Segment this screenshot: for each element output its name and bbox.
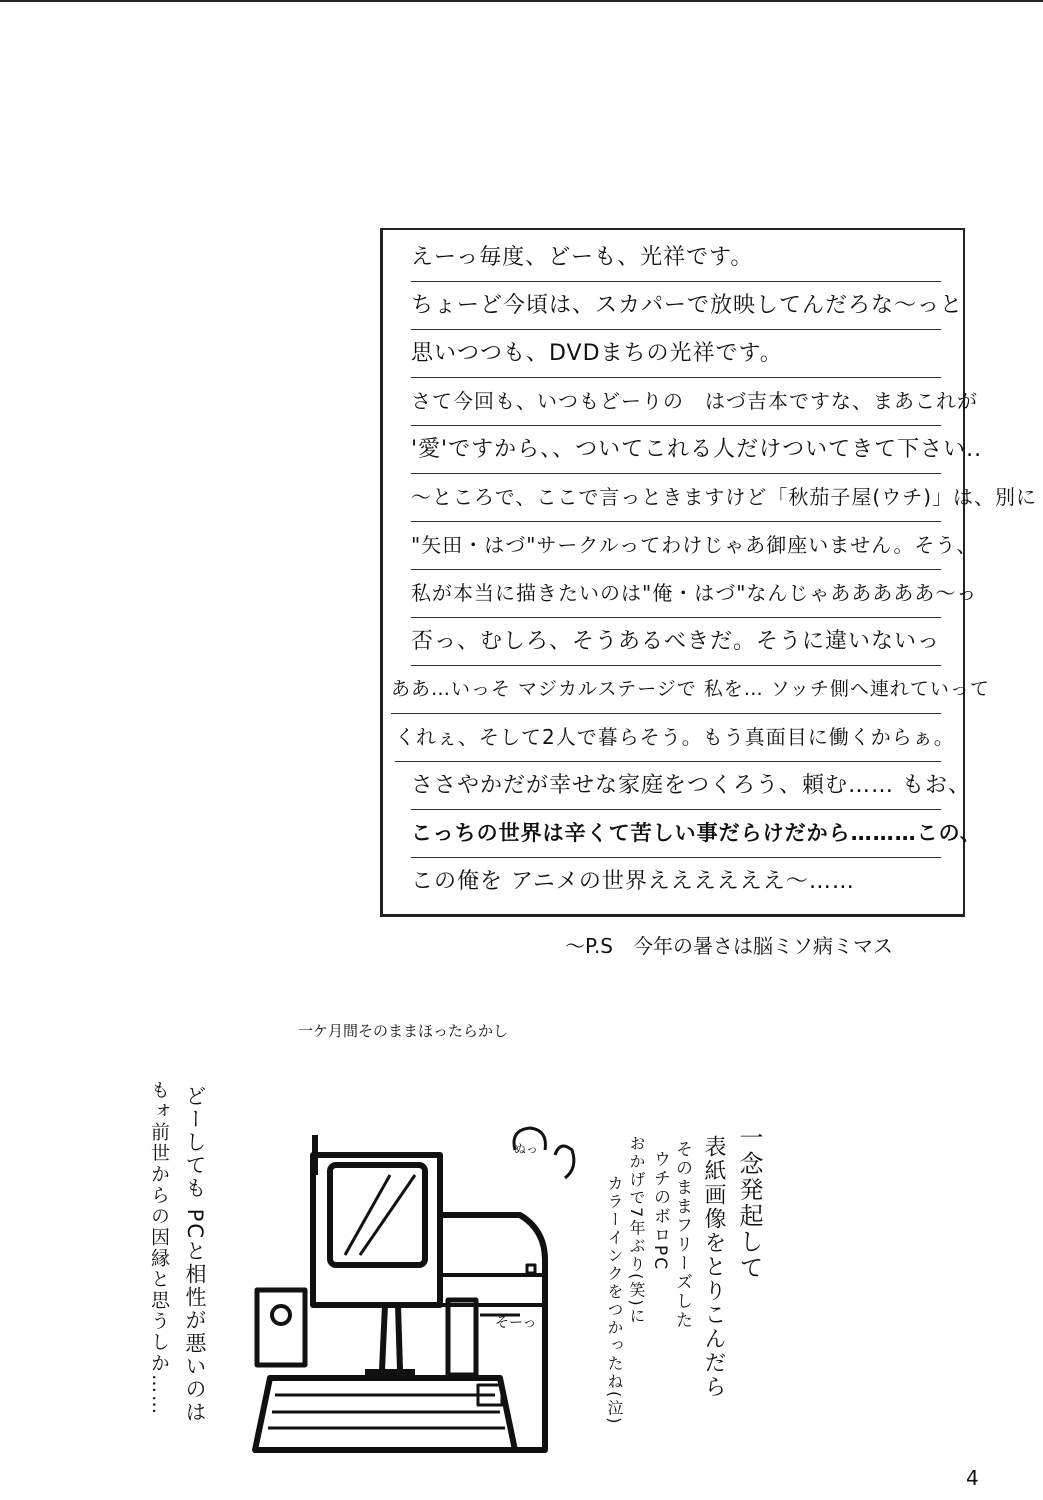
pc-tower	[440, 1215, 545, 1450]
letter-line: えーっ毎度、どーも、光祥です。	[411, 234, 941, 282]
page-number: 4	[966, 1466, 979, 1490]
speaker-left	[257, 1290, 305, 1365]
letter-line: 私が本当に描きたいのは"俺・はづ"なんじゃあああああ〜っ	[411, 570, 941, 618]
letter-line: くれぇ、そして2人で暮らそう。もう真面目に働くからぁ。	[395, 714, 941, 762]
letter-line: 思いつつも、DVDまちの光祥です。	[411, 330, 941, 378]
right-note: そのままフリーズした	[672, 1140, 692, 1330]
left-note: どーしても PCと相性が悪いのは	[183, 1085, 207, 1425]
letter-line: 否っ、むしろ、そうあるべきだ。そうに違いないっ	[411, 618, 941, 666]
left-note: もォ前世からの因縁と思うしか……	[148, 1080, 170, 1416]
postscript: 〜P.S 今年の暑さは脳ミソ病ミマス	[565, 934, 893, 958]
speaker-right	[448, 1300, 476, 1375]
letter-line: 〜ところで、ここで言っときますけど「秋茄子屋(ウチ)」は、別に	[411, 474, 941, 522]
letter-line: ああ…いっそ マジカルステージで 私を… ソッチ側へ連れていって	[391, 666, 941, 714]
right-note: 一念発起して	[735, 1125, 763, 1281]
sfx-sotto: そーっ	[495, 1315, 537, 1331]
letter-line: ささやかだが幸せな家庭をつくろう、頼む…… もお、	[411, 762, 941, 810]
right-note: 表紙画像をとりこんだら	[701, 1135, 726, 1399]
sfx-nu: ぬっ	[514, 1142, 539, 1156]
letter-line: こっちの世界は辛くて苦しい事だらけだから………この、	[411, 810, 941, 858]
right-note: カラーインクをつかったね(泣)	[605, 1175, 624, 1426]
right-note: おかげで7年ぶり(笑)に	[627, 1135, 646, 1326]
right-note: ウチのボロPC	[650, 1150, 670, 1272]
letter-line: '愛'ですから、、ついてこれる人だけついてきて下さい..	[411, 426, 941, 474]
letter-line: さて今回も、いつもどーりの はづ吉本ですな、まあこれが	[411, 378, 941, 426]
illustration-caption: 一ケ月間そのままほったらかし	[298, 1022, 509, 1040]
keyboard	[255, 1378, 515, 1450]
letter-line: ちょーど今頃は、スカパーで放映してんだろな〜っと	[411, 282, 941, 330]
letter-line: "矢田・はづ"サークルってわけじゃあ御座いません。そう、	[411, 522, 941, 570]
letter-line: この俺を アニメの世界ええええええ〜……	[411, 869, 855, 894]
